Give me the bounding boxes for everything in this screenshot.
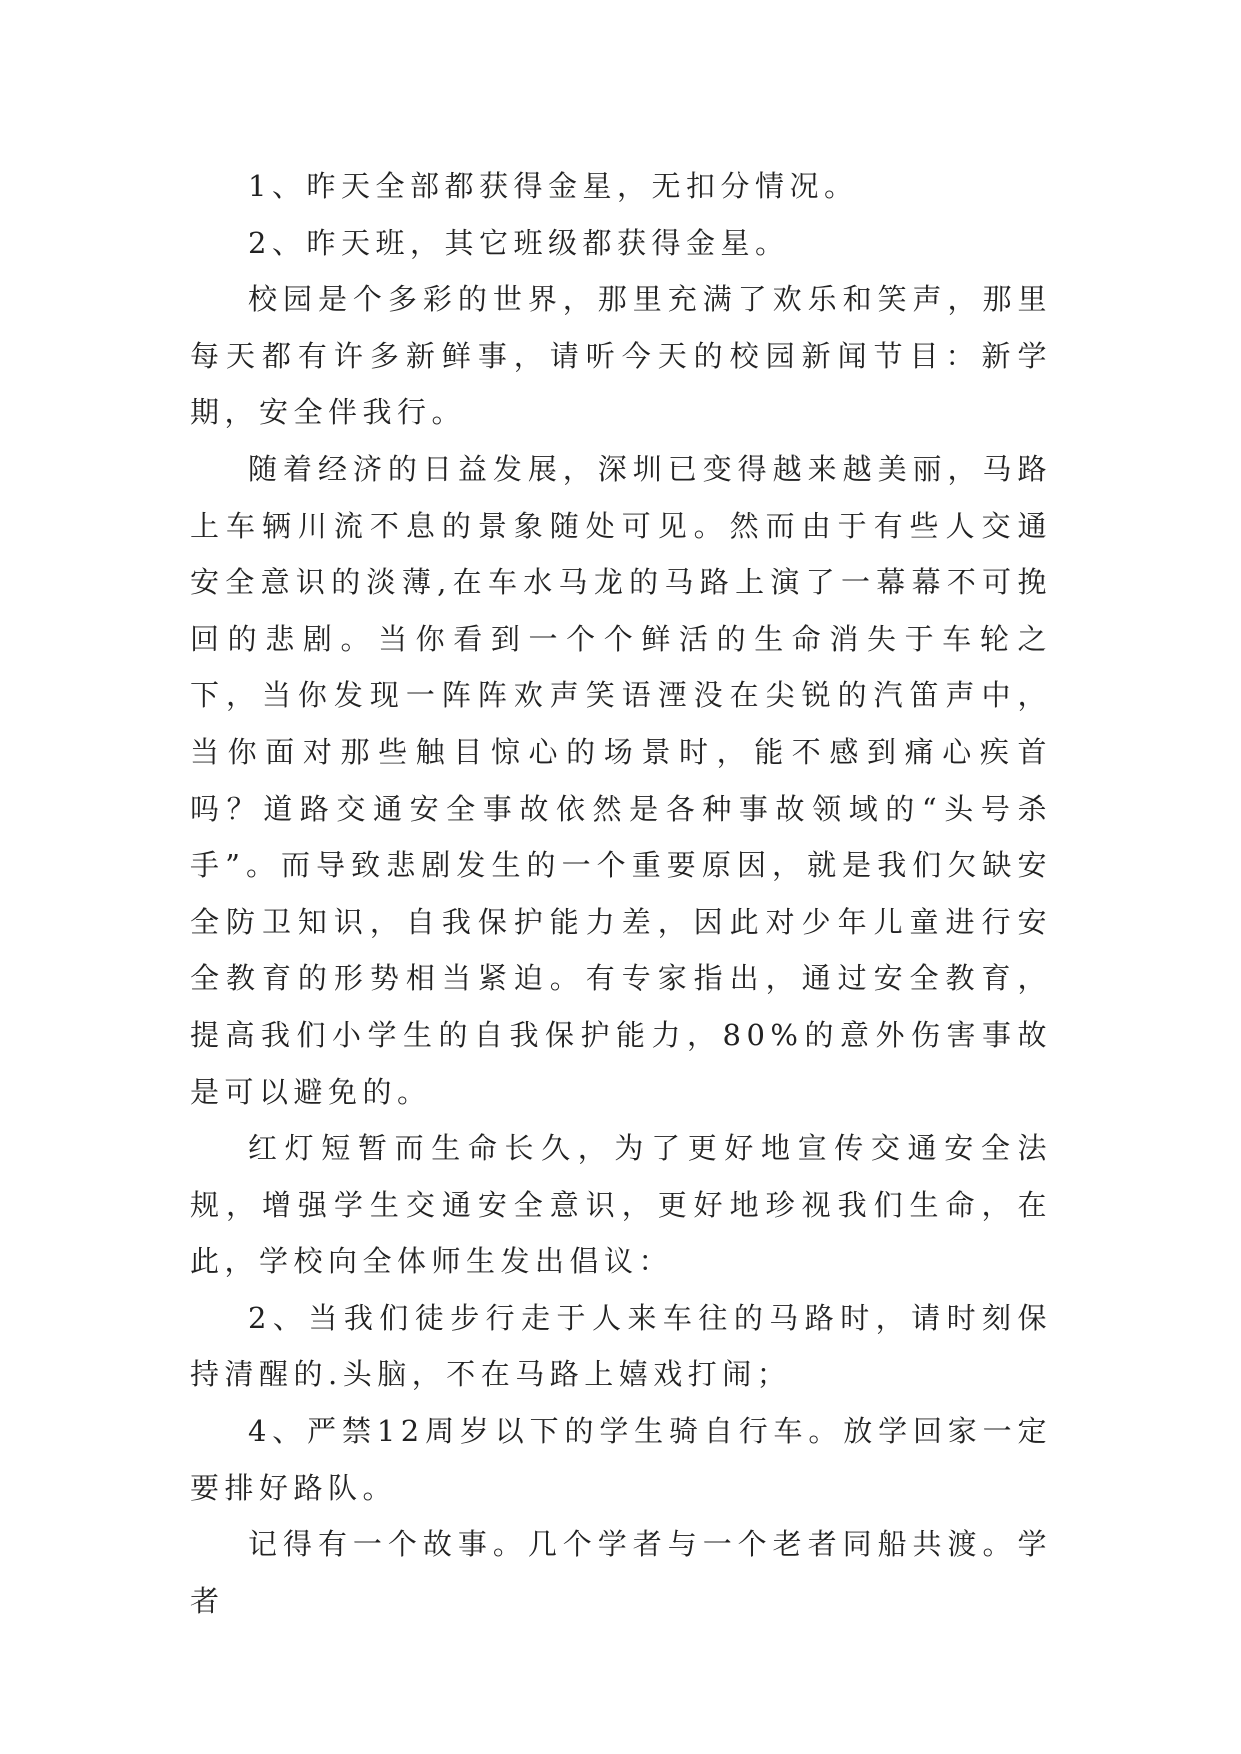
paragraph-1: 1、昨天全部都获得金星，无扣分情况。 xyxy=(248,169,859,203)
paragraph-4: 随着经济的日益发展，深圳已变得越来越美丽，马路上车辆川流不息的景象随处可见。然而由于有些人交通安全意识的淡薄,在车水马龙的马路上演了一幕幕不可挽回的悲剧。当你看到一个个鲜活的生命消失于车轮之下，当你发现一阵阵欢声笑语湮没在尖锐的汽笛声中，当你面对那些触目惊心的场景时，能不感到痛心疾首吗？道路交通安全事故依然是各种事故领域的“头号杀手”。而导致悲剧发生的一个重要原因，就是我们欠缺安全防卫知识，自我保护能力差，因此对少年儿童进行安全教育的形势相当紧迫。有专家指出，通过安全教育，提高我们小学生的自我保护能力，80%的意外伤害事故是可以避免的。 xyxy=(190,451,1052,1109)
document-body xyxy=(190,158,1052,1629)
paragraph-7: 4、严禁12周岁以下的学生骑自行车。放学回家一定要排好路队。 xyxy=(190,1414,1052,1505)
paragraph-2: 2、昨天班，其它班级都获得金星。 xyxy=(248,225,790,260)
paragraph-6: 2、当我们徒步行走于人来车往的马路时，请时刻保持清醒的.头脑，不在马路上嬉戏打闹； xyxy=(190,1300,1052,1392)
paragraph-3: 校园是个多彩的世界，那里充满了欢乐和笑声，那里每天都有许多新鲜事，请听今天的校园新闻节目：新学期，安全伴我行。 xyxy=(190,282,1052,430)
paragraph-8: 记得有一个故事。几个学者与一个老者同船共渡。学者 xyxy=(190,1527,1052,1618)
paragraph-5: 红灯短暂而生命长久，为了更好地宣传交通安全法规，增强学生交通安全意识，更好地珍视我们生命，在此，学校向全体师生发出倡议： xyxy=(190,1131,1052,1279)
